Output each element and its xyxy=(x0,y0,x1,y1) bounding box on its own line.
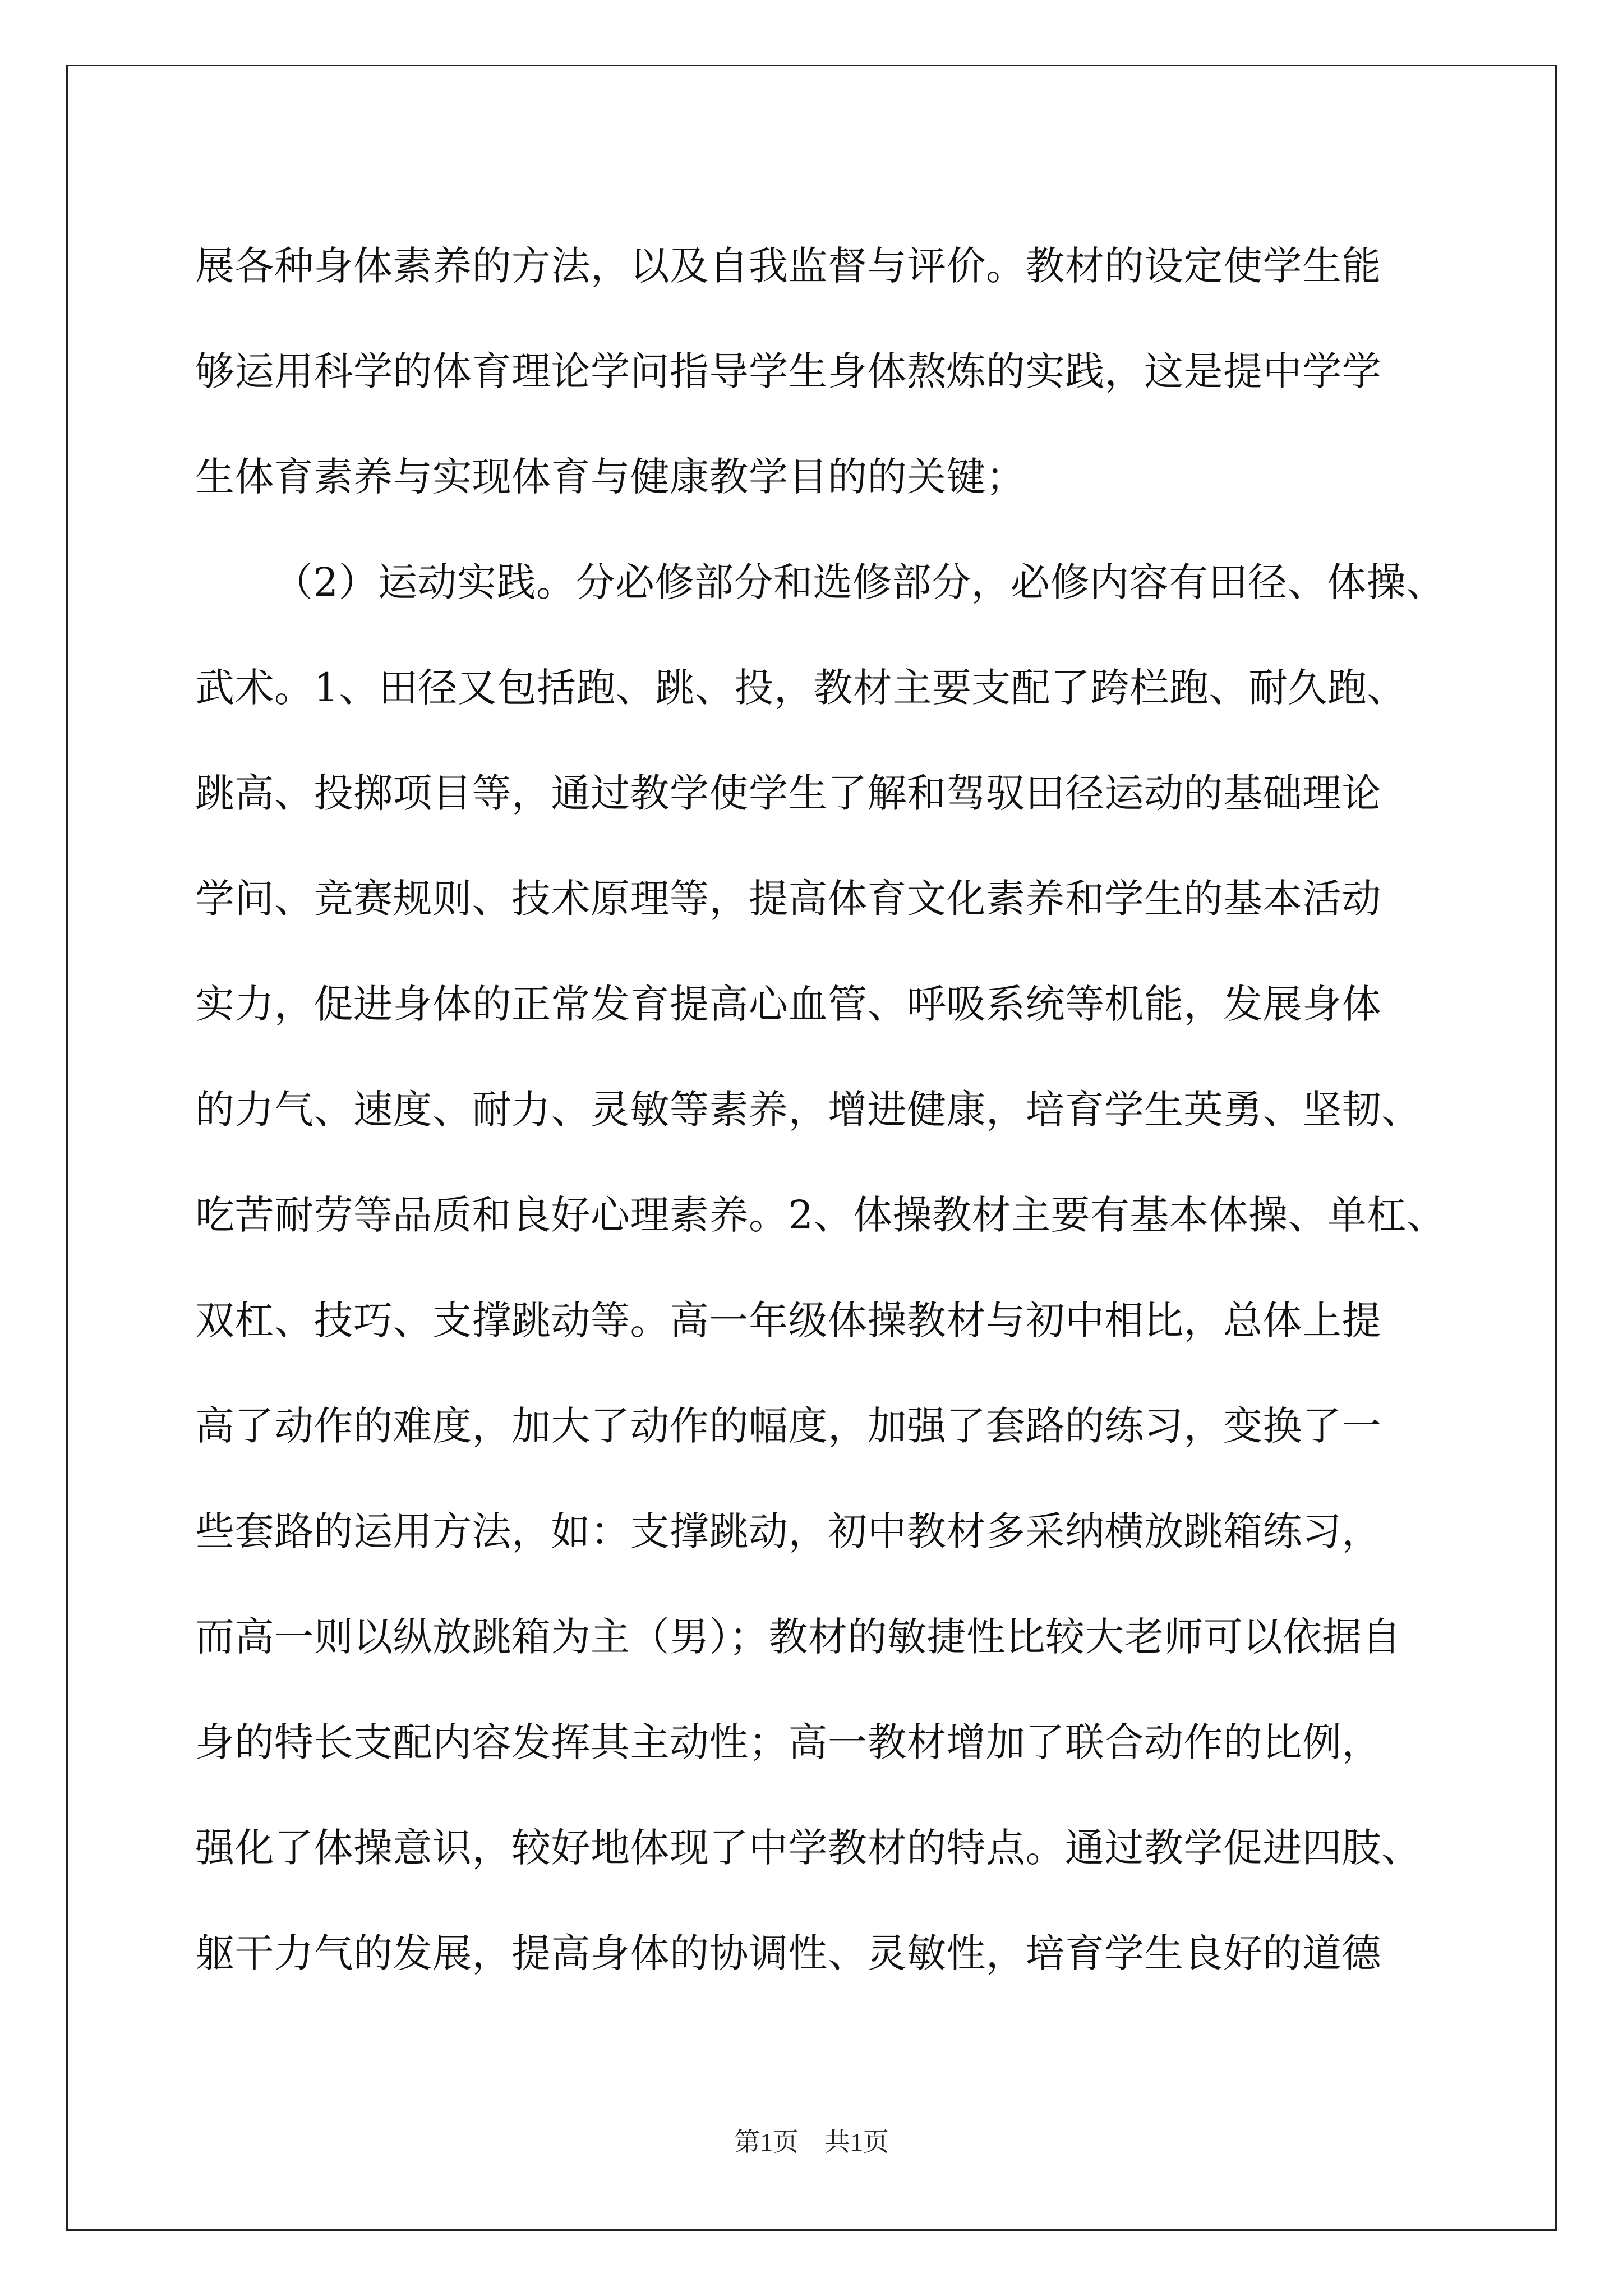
text-line: 吃苦耐劳等品质和良好心理素养。2、体操教材主要有基本体操、单杠、 xyxy=(195,1192,1446,1238)
page-number-footer: 第1页 共1页 xyxy=(734,2128,889,2156)
text-line: 展各种身体素养的方法，以及自我监督与评价。教材的设定使学生能 xyxy=(195,243,1381,289)
text-line: 生体育素养与实现体育与健康教学目的的关键； xyxy=(195,454,1026,500)
text-line: 双杠、技巧、支撑跳动等。高一年级体操教材与初中相比，总体上提 xyxy=(195,1297,1381,1343)
text-line: 些套路的运用方法，如：支撑跳动，初中教材多采纳横放跳箱练习， xyxy=(195,1508,1381,1554)
text-line: 躯干力气的发展，提高身体的协调性、灵敏性，培育学生良好的道德 xyxy=(195,1930,1381,1976)
text-line: （2）运动实践。分必修部分和选修部分，必修内容有田径、体操、 xyxy=(274,559,1446,605)
text-line: 实力，促进身体的正常发育提高心血管、呼吸系统等机能，发展身体 xyxy=(195,981,1381,1027)
text-line: 够运用科学的体育理论学问指导学生身体熬炼的实践，这是提中学学 xyxy=(195,348,1381,394)
text-line: 高了动作的难度，加大了动作的幅度，加强了套路的练习，变换了一 xyxy=(195,1403,1381,1449)
text-line: 身的特长支配内容发挥其主动性；高一教材增加了联合动作的比例， xyxy=(195,1719,1381,1765)
text-line: 强化了体操意识，较好地体现了中学教材的特点。通过教学促进四肢、 xyxy=(195,1825,1421,1871)
text-line: 的力气、速度、耐力、灵敏等素养，增进健康，培育学生英勇、坚韧、 xyxy=(195,1087,1421,1133)
document-body xyxy=(195,213,1451,2006)
text-line: 而高一则以纵放跳箱为主（男）；教材的敏捷性比较大老师可以依据自 xyxy=(195,1614,1401,1660)
text-line: 武术。1、田径又包括跑、跳、投，教材主要支配了跨栏跑、耐久跑、 xyxy=(195,665,1407,711)
text-line: 学问、竞赛规则、技术原理等，提高体育文化素养和学生的基本活动 xyxy=(195,876,1381,922)
text-line: 跳高、投掷项目等，通过教学使学生了解和驾驭田径运动的基础理论 xyxy=(195,770,1381,816)
